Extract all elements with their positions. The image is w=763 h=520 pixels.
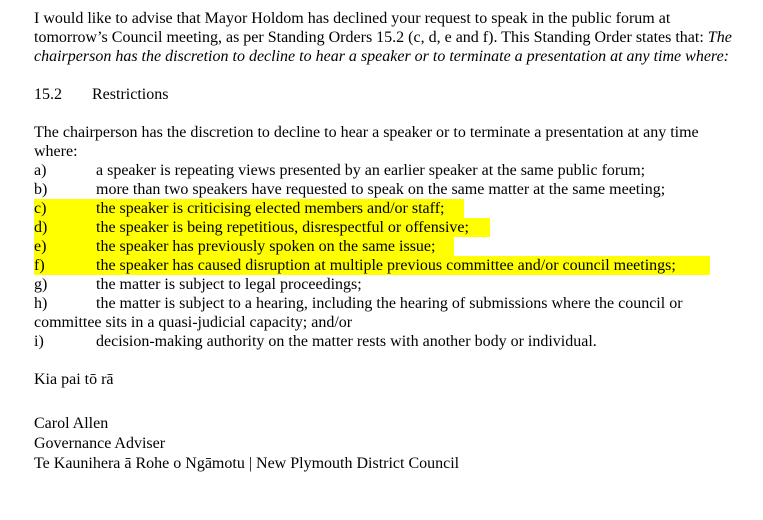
intro-text: I would like to advise that Mayor Holdom has declined your request to speak in the public forum at tomorrow’s Council meeting, as per Standing Orders 15.2 (c, d, e and f). This Standing Order states that:: [34, 10, 708, 46]
list-item-text: decision-making authority on the matter rests with another body or individual.: [96, 333, 597, 350]
list-item-marker: h): [34, 295, 48, 312]
list-item-marker: f): [34, 257, 45, 274]
restriction-list: [34, 161, 734, 351]
list-item-highlighted: [34, 218, 734, 237]
signature-role: Governance Adviser: [34, 435, 166, 452]
list-item-highlighted: [34, 256, 734, 275]
signature-organisation: Te Kaunihera ā Rohe o Ngāmotu | New Plymouth District Council: [34, 455, 460, 472]
restriction-lead: The chairperson has the discretion to decline to hear a speaker or to terminate a presentation at any time where:: [34, 124, 699, 160]
section-number: 15.2: [34, 86, 62, 103]
list-item-text: a speaker is repeating views presented by an earlier speaker at the same public forum;: [96, 162, 646, 179]
list-item-marker: b): [34, 181, 48, 198]
list-item-text: the speaker is being repetitious, disrespectful or offensive;: [96, 219, 469, 236]
list-item-text: the speaker has previously spoken on the same issue;: [96, 238, 436, 255]
list-item-text: the speaker is criticising elected members and/or staff;: [96, 200, 445, 217]
list-item-marker: d): [34, 219, 48, 236]
section-heading: [34, 85, 734, 104]
email-body: [34, 9, 734, 474]
list-item-marker: i): [34, 333, 44, 350]
list-item-marker: c): [34, 200, 47, 217]
list-item-highlighted: [34, 199, 734, 218]
list-item: [34, 275, 734, 294]
list-item: [34, 332, 734, 351]
list-item-text: more than two speakers have requested to speak on the same matter at the same meeting;: [96, 181, 666, 198]
intro-quoted-text: The chairperson has the discretion to decline to hear a speaker or to terminate a presentation at any time where:: [34, 29, 732, 65]
list-item-marker: a): [34, 162, 47, 179]
list-item: [34, 294, 734, 332]
intro-paragraph: [34, 9, 734, 66]
list-item-text: the matter is subject to a hearing, including the hearing of submissions where the council or committee sits in a quasi-judicial capacity; and/or: [34, 295, 683, 331]
list-item-text: the matter is subject to legal proceedings;: [96, 276, 362, 293]
section-title: Restrictions: [92, 86, 169, 103]
list-item-text: the speaker has caused disruption at multiple previous committee and/or council meetings;: [96, 257, 676, 274]
list-item-marker: g): [34, 276, 48, 293]
list-item: [34, 180, 734, 199]
list-item-highlighted: [34, 237, 734, 256]
list-item: [34, 161, 734, 180]
signature-name: Carol Allen: [34, 415, 109, 432]
signoff-greeting: Kia pai tō rā: [34, 371, 114, 388]
list-item-marker: e): [34, 238, 47, 255]
signature-block: [34, 414, 734, 474]
